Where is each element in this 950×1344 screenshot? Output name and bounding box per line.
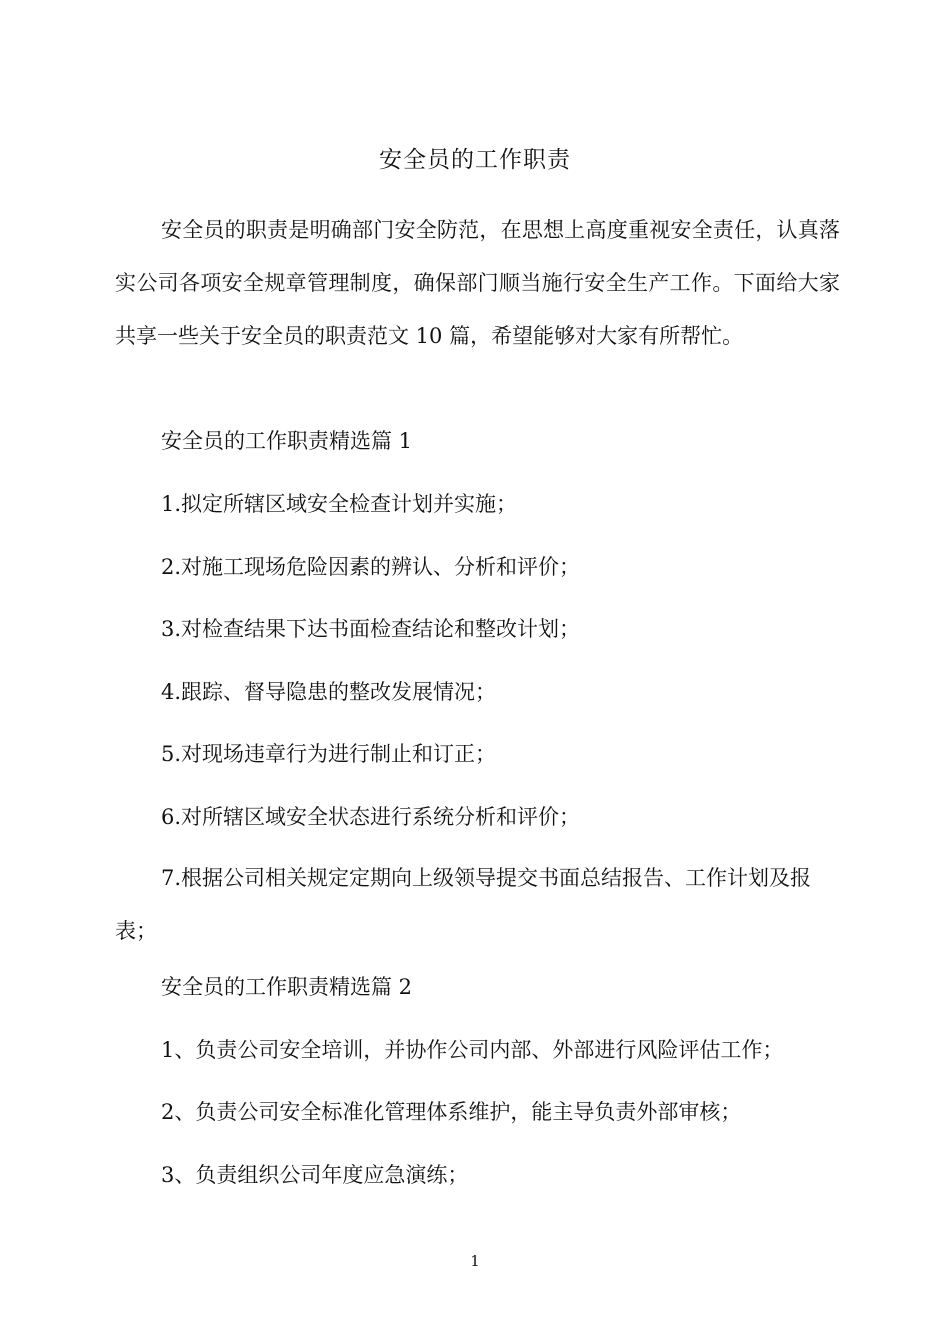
list-item: 1.拟定所辖区域安全检查计划并实施； (161, 492, 518, 516)
list-item: 2、负责公司安全标准化管理体系维护，能主导负责外部审核； (161, 1100, 742, 1124)
intro-paragraph: 安全员的职责是明确部门安全防范，在思想上高度重视安全责任，认真落实公司各项安全规章管理制度，确保部门顺当施行安全生产工作。下面给大家共享一些关于安全员的职责范文 10 篇，希望能够对大家有所帮忙。 (115, 218, 840, 348)
list-item: 1、负责公司安全培训，并协作公司内部、外部进行风险评估工作； (161, 1038, 784, 1062)
list-item: 5.对现场违章行为进行制止和订正； (161, 742, 497, 766)
section-heading-2: 安全员的工作职责精选篇 2 (161, 975, 413, 999)
page-number: 1 (470, 1252, 480, 1270)
document-title: 安全员的工作职责 (379, 147, 571, 173)
list-item: 7.根据公司相关规定定期向上级领导提交书面总结报告、工作计划及报表； (115, 866, 812, 943)
list-item: 3、负责组织公司年度应急演练； (161, 1163, 469, 1187)
list-item: 2.对施工现场危险因素的辨认、分析和评价； (161, 555, 581, 579)
list-item: 6.对所辖区域安全状态进行系统分析和评价； (161, 805, 581, 829)
list-item: 4.跟踪、督导隐患的整改发展情况； (161, 680, 497, 704)
section-heading-1: 安全员的工作职责精选篇 1 (161, 429, 413, 453)
list-item: 3.对检查结果下达书面检查结论和整改计划； (161, 617, 581, 641)
